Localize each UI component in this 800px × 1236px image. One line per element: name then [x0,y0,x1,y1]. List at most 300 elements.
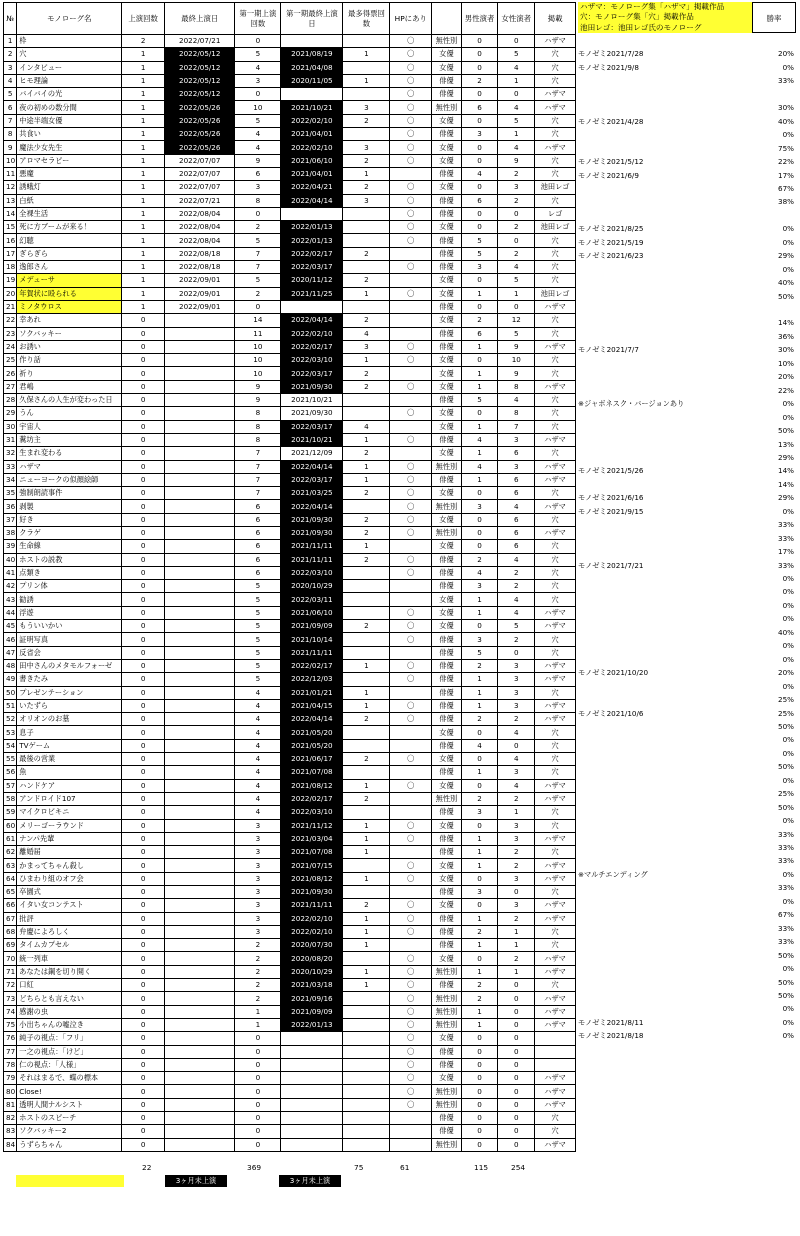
cell-no: 78 [4,1058,17,1071]
cell-top-votes: 1 [343,832,390,845]
cell-gender: 俳優 [432,659,462,672]
cell-p1-count: 0 [235,1125,281,1138]
cell-p1-count: 0 [235,35,281,48]
table-row [4,181,576,194]
cell-pub: ハザマ [535,473,576,486]
cell-female: 3 [498,899,535,912]
row-win-rate: 50% [778,721,794,731]
cell-gender: 無性別 [432,1005,462,1018]
cell-p1-count: 4 [235,699,281,712]
cell-gender: 女優 [432,154,462,167]
cell-female: 0 [498,1058,535,1071]
cell-last-date [165,965,235,978]
cell-hp [390,314,432,327]
cell-p1-count: 6 [235,500,281,513]
cell-female: 2 [498,580,535,593]
cell-top-votes [343,1045,390,1058]
cell-count: 0 [122,380,165,393]
cell-last-date: 2022/08/04 [165,207,235,220]
row-win-rate: 0% [782,399,794,409]
cell-top-votes: 1 [343,965,390,978]
cell-p1-count: 3 [235,859,281,872]
cell-pub: 穴 [535,979,576,992]
cell-p1-last: 2022/03/17 [281,261,343,274]
cell-gender: 女優 [432,354,462,367]
cell-top-votes: 2 [343,792,390,805]
cell-male: 1 [461,939,498,952]
cell-p1-count: 10 [235,340,281,353]
cell-count: 0 [122,886,165,899]
cell-male: 2 [461,74,498,87]
cell-pub: 穴 [535,925,576,938]
cell-hp: 〇 [390,114,432,127]
row-note: モノゼミ2021/7/28 [578,49,644,59]
cell-count: 0 [122,513,165,526]
cell-top-votes [343,673,390,686]
table-row [4,460,576,473]
row-win-rate: 30% [778,103,794,113]
table-row [4,141,576,154]
cell-hp: 〇 [390,194,432,207]
cell-gender: 俳優 [432,300,462,313]
row-win-rate: 22% [778,385,794,395]
cell-count: 0 [122,859,165,872]
cell-female: 3 [498,659,535,672]
cell-no: 42 [4,580,17,593]
cell-last-date [165,1138,235,1151]
cell-female: 2 [498,846,535,859]
table-row [4,1058,576,1071]
cell-last-date [165,314,235,327]
cell-last-date [165,673,235,686]
row-win-rate: 33% [778,856,794,866]
cell-gender: 女優 [432,753,462,766]
cell-top-votes: 2 [343,367,390,380]
cell-gender: 俳優 [432,394,462,407]
cell-male: 1 [461,859,498,872]
cell-title: Close! [17,1085,122,1098]
cell-female: 0 [498,886,535,899]
table-row [4,74,576,87]
cell-female: 6 [498,513,535,526]
cell-hp: 〇 [390,340,432,353]
cell-p1-last: 2021/09/30 [281,526,343,539]
cell-p1-last: 2021/06/10 [281,154,343,167]
cell-pub: 穴 [535,447,576,460]
cell-female: 2 [498,167,535,180]
cell-male: 2 [461,553,498,566]
cell-last-date [165,1058,235,1071]
table-row [4,673,576,686]
cell-pub: 穴 [535,487,576,500]
table-row [4,939,576,952]
cell-pub: 穴 [535,261,576,274]
cell-title: 全裸生活 [17,207,122,220]
cell-gender: 女優 [432,859,462,872]
table-row [4,473,576,486]
header-female: 女性演者 [498,3,535,35]
cell-hp [390,327,432,340]
cell-count: 0 [122,952,165,965]
cell-p1-count: 3 [235,886,281,899]
cell-count: 0 [122,726,165,739]
cell-female: 5 [498,274,535,287]
header-male: 男性演者 [461,3,498,35]
cell-female: 7 [498,420,535,433]
cell-last-date [165,872,235,885]
cell-count: 0 [122,832,165,845]
cell-top-votes [343,1098,390,1111]
cell-pub: ハザマ [535,380,576,393]
cell-gender: 女優 [432,420,462,433]
cell-female: 0 [498,979,535,992]
cell-title: 点類き [17,566,122,579]
cell-male: 3 [461,261,498,274]
cell-male: 1 [461,846,498,859]
table-row [4,88,576,101]
cell-title: 死に方ブームが来る！ [17,221,122,234]
cell-last-date [165,912,235,925]
table-row [4,420,576,433]
cell-no: 14 [4,207,17,220]
cell-top-votes [343,1032,390,1045]
cell-male: 2 [461,925,498,938]
cell-count: 1 [122,300,165,313]
cell-gender: 無性別 [432,965,462,978]
cell-female: 4 [498,394,535,407]
cell-female: 5 [498,620,535,633]
cell-gender: 俳優 [432,766,462,779]
cell-title: 統一列車 [17,952,122,965]
cell-p1-count: 0 [235,1032,281,1045]
cell-title: うずらちゃん [17,1138,122,1151]
cell-count: 0 [122,367,165,380]
cell-top-votes: 1 [343,287,390,300]
row-win-rate: 29% [778,493,794,503]
table-row [4,500,576,513]
cell-no: 15 [4,221,17,234]
cell-female: 4 [498,61,535,74]
cell-p1-count: 1 [235,1018,281,1031]
row-win-rate: 0% [782,587,794,597]
cell-pub: 穴 [535,128,576,141]
cell-male: 0 [461,300,498,313]
header-p1-last: 第一期最終上演日 [281,3,343,35]
cell-last-date: 2022/07/21 [165,35,235,48]
cell-title: ヒモ理論 [17,74,122,87]
cell-title: メリーゴーラウンド [17,819,122,832]
cell-count: 1 [122,261,165,274]
cell-male: 3 [461,633,498,646]
table-row [4,633,576,646]
cell-title: 剥製 [17,500,122,513]
cell-female: 0 [498,1045,535,1058]
cell-female: 0 [498,992,535,1005]
cell-pub: 穴 [535,367,576,380]
table-row [4,35,576,48]
cell-top-votes [343,606,390,619]
cell-top-votes [343,394,390,407]
cell-pub: 穴 [535,806,576,819]
cell-no: 50 [4,686,17,699]
cell-hp: 〇 [390,1058,432,1071]
cell-male: 1 [461,832,498,845]
cell-gender: 俳優 [432,167,462,180]
cell-p1-last: 2022/02/10 [281,912,343,925]
table-row [4,380,576,393]
cell-p1-count: 5 [235,580,281,593]
cell-top-votes [343,300,390,313]
cell-title: 純子の視点：「フリ」 [17,1032,122,1045]
cell-female: 6 [498,540,535,553]
cell-p1-count: 7 [235,473,281,486]
cell-count: 0 [122,659,165,672]
cell-title: 穴 [17,48,122,61]
cell-last-date [165,753,235,766]
cell-no: 33 [4,460,17,473]
cell-last-date [165,792,235,805]
cell-top-votes: 1 [343,939,390,952]
cell-p1-count: 0 [235,300,281,313]
cell-p1-last: 2022/04/14 [281,713,343,726]
table-row [4,872,576,885]
cell-last-date [165,593,235,606]
table-row [4,540,576,553]
cell-title: ホストのスピーチ [17,1112,122,1125]
cell-gender: 俳優 [432,846,462,859]
cell-last-date [165,713,235,726]
cell-title: 君嶋 [17,380,122,393]
cell-male: 0 [461,1085,498,1098]
legend-box [578,2,752,33]
cell-male: 0 [461,1032,498,1045]
row-win-rate: 0% [782,224,794,234]
cell-male: 6 [461,101,498,114]
cell-hp: 〇 [390,61,432,74]
cell-female: 4 [498,606,535,619]
cell-no: 28 [4,394,17,407]
cell-gender: 女優 [432,606,462,619]
cell-no: 74 [4,1005,17,1018]
cell-pub: ハザマ [535,1072,576,1085]
row-win-rate: 40% [778,278,794,288]
cell-female: 0 [498,1112,535,1125]
cell-count: 0 [122,1098,165,1111]
cell-male: 0 [461,207,498,220]
cell-p1-count: 0 [235,1045,281,1058]
row-win-rate: 67% [778,183,794,193]
cell-last-date: 2022/05/12 [165,74,235,87]
row-note: モノゼミ2021/4/28 [578,116,644,126]
cell-p1-count: 3 [235,819,281,832]
cell-female: 1 [498,128,535,141]
cell-no: 76 [4,1032,17,1045]
cell-p1-last: 2021/11/12 [281,819,343,832]
cell-gender: 女優 [432,367,462,380]
cell-p1-count: 3 [235,925,281,938]
cell-gender: 俳優 [432,566,462,579]
cell-top-votes: 2 [343,154,390,167]
cell-count: 0 [122,699,165,712]
cell-male: 5 [461,247,498,260]
cell-female: 2 [498,221,535,234]
cell-no: 26 [4,367,17,380]
cell-male: 6 [461,194,498,207]
cell-top-votes: 2 [343,380,390,393]
cell-p1-last: 2020/08/20 [281,952,343,965]
cell-title: クラゲ [17,526,122,539]
cell-female: 3 [498,699,535,712]
cell-last-date [165,566,235,579]
row-win-rate: 33% [778,883,794,893]
cell-female: 6 [498,447,535,460]
table-row [4,327,576,340]
cell-pub: 穴 [535,61,576,74]
cell-pub: ハザマ [535,1018,576,1031]
cell-last-date [165,819,235,832]
cell-pub: 穴 [535,407,576,420]
cell-count: 0 [122,540,165,553]
cell-no: 48 [4,659,17,672]
cell-p1-last: 2022/03/10 [281,806,343,819]
cell-last-date [165,580,235,593]
cell-last-date [165,1098,235,1111]
cell-no: 40 [4,553,17,566]
cell-female: 4 [498,261,535,274]
row-win-rate: 29% [778,452,794,462]
cell-top-votes: 1 [343,659,390,672]
cell-gender: 無性別 [432,1085,462,1098]
cell-hp: 〇 [390,154,432,167]
cell-gender: 俳優 [432,925,462,938]
cell-gender: 俳優 [432,340,462,353]
cell-no: 84 [4,1138,17,1151]
cell-no: 12 [4,181,17,194]
cell-female: 3 [498,673,535,686]
cell-pub: ハザマ [535,859,576,872]
cell-last-date: 2022/09/01 [165,287,235,300]
row-win-rate: 0% [782,964,794,974]
cell-p1-last: 2021/11/25 [281,287,343,300]
cell-hp: 〇 [390,979,432,992]
cell-male: 0 [461,1125,498,1138]
cell-no: 65 [4,886,17,899]
cell-hp: 〇 [390,699,432,712]
cell-p1-last: 2022/03/17 [281,367,343,380]
cell-p1-count: 4 [235,806,281,819]
cell-top-votes [343,952,390,965]
cell-title: インタビュー [17,61,122,74]
cell-top-votes: 1 [343,872,390,885]
cell-hp [390,686,432,699]
cell-p1-last [281,1085,343,1098]
cell-p1-count: 5 [235,673,281,686]
cell-gender: 女優 [432,447,462,460]
table-row [4,287,576,300]
cell-top-votes [343,1018,390,1031]
row-win-rate: 0% [782,264,794,274]
legend-line: 穴：モノローグ集「穴」掲載作品 [580,12,694,22]
row-win-rate: 33% [778,560,794,570]
cell-title: ぎらぎら [17,247,122,260]
cell-no: 7 [4,114,17,127]
cell-count: 0 [122,526,165,539]
cell-last-date [165,500,235,513]
cell-title: 透明人間ナルシスト [17,1098,122,1111]
cell-no: 56 [4,766,17,779]
cell-female: 0 [498,1072,535,1085]
cell-p1-count: 0 [235,1058,281,1071]
cell-pub: ハザマ [535,912,576,925]
table-row [4,1125,576,1138]
cell-gender: 俳優 [432,713,462,726]
cell-p1-last: 2022/01/13 [281,234,343,247]
cell-female: 9 [498,340,535,353]
cell-gender: 俳優 [432,433,462,446]
cell-female: 1 [498,939,535,952]
legend-black-box-1: 3ヶ月未上演 [165,1175,227,1187]
row-win-rate: 50% [778,802,794,812]
table-row [4,859,576,872]
cell-title: ナンパ先輩 [17,832,122,845]
cell-pub: 池田レゴ [535,287,576,300]
cell-title: タイムカプセル [17,939,122,952]
row-win-rate: 0% [782,681,794,691]
table-row [4,580,576,593]
cell-pub: 穴 [535,846,576,859]
cell-last-date [165,766,235,779]
row-win-rate: 50% [778,977,794,987]
cell-count: 0 [122,686,165,699]
cell-count: 0 [122,420,165,433]
cell-male: 0 [461,819,498,832]
cell-last-date [165,832,235,845]
cell-gender: 無性別 [432,992,462,1005]
cell-hp [390,886,432,899]
cell-count: 1 [122,114,165,127]
cell-p1-count: 4 [235,739,281,752]
row-note: モノゼミ2021/6/16 [578,493,644,503]
cell-p1-count: 8 [235,433,281,446]
cell-no: 55 [4,753,17,766]
cell-pub: ハザマ [535,460,576,473]
cell-male: 5 [461,394,498,407]
cell-hp [390,766,432,779]
cell-top-votes: 2 [343,713,390,726]
cell-p1-count: 5 [235,606,281,619]
cell-title: ハンドケア [17,779,122,792]
table-row [4,713,576,726]
cell-pub: ハザマ [535,433,576,446]
cell-p1-last: 2022/03/17 [281,420,343,433]
cell-count: 1 [122,141,165,154]
cell-title: 田中さんのメタモルフォーゼ [17,659,122,672]
row-win-rate: 25% [778,789,794,799]
cell-no: 68 [4,925,17,938]
table-row [4,739,576,752]
cell-no: 83 [4,1125,17,1138]
table-row [4,234,576,247]
cell-male: 1 [461,287,498,300]
cell-pub: 穴 [535,1112,576,1125]
cell-male: 3 [461,128,498,141]
cell-pub: 穴 [535,354,576,367]
table-row [4,274,576,287]
cell-top-votes [343,261,390,274]
row-win-rate: 0% [782,62,794,72]
cell-hp: 〇 [390,221,432,234]
row-win-rate: 50% [778,950,794,960]
